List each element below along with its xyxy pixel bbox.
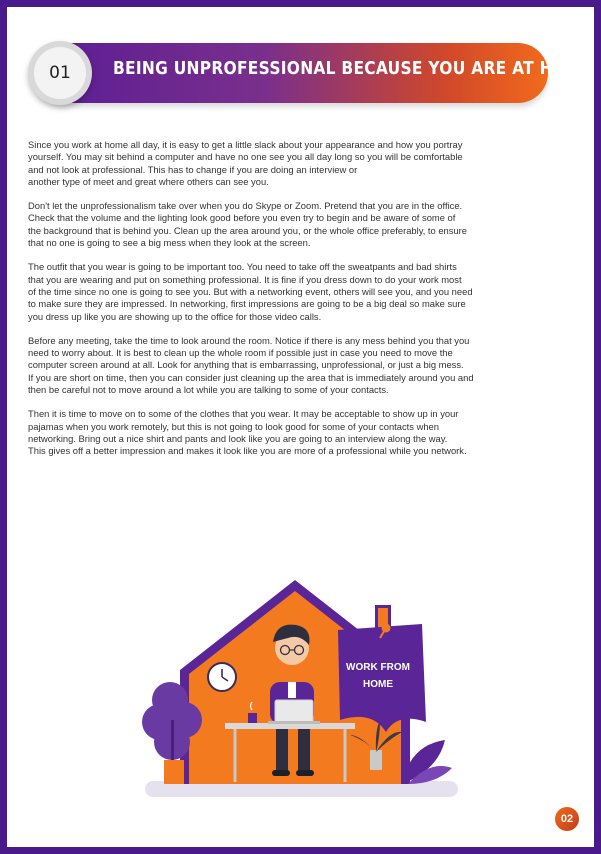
paragraph-5 xyxy=(28,408,573,457)
text-line: the background that is behind you. Clean up the area around you, or the whole office preferably, to ensure xyxy=(28,224,468,236)
text-line: Don't let the unprofessionalism take over when you do Skype or Zoom. Pretend that you are in the office. xyxy=(28,200,463,212)
work-from-home-illustration xyxy=(140,570,470,805)
text-line: Since you work at home all day, it is easy to get a little slack about your appearance and how you portray xyxy=(28,139,463,150)
text-line: Check that the volume and the lighting look good before you even try to begin and be aware of some of xyxy=(28,212,456,224)
text-line: to make sure they are impressed. In networking, first impressions are going to be a big deal so make sure xyxy=(28,298,466,310)
article-body xyxy=(28,139,573,470)
work-from-home-sign xyxy=(338,624,426,733)
text-line: need to worry about. It is best to clean up the whole room if possible just in case you need to move the xyxy=(28,347,453,359)
text-line: The outfit that you wear is going to be important too. You need to take off the sweatpants and bad shirts xyxy=(28,261,457,273)
text-line: then be careful not to move around a lot while you are talking to some of your contacts. xyxy=(28,384,389,396)
text-line: If you are short on time, then you can consider just cleaning up the area that is immediately around you and xyxy=(28,371,474,383)
text-line: computer screen around at all. Look for anything that is embarrassing, unprofessional, or just a big mess. xyxy=(28,359,464,371)
text-line: yourself. You may sit behind a computer and have no one see you all day long so you will be comfortable xyxy=(28,151,463,163)
text-line: you dress up like you are showing up to the office for those video calls. xyxy=(28,310,322,322)
paragraph-1 xyxy=(28,139,573,188)
text-line: Then it is time to move on to some of the clothes that you wear. It may be acceptable to show up in your xyxy=(28,408,459,420)
page-number-badge: 02 xyxy=(555,807,579,831)
paragraph-3 xyxy=(28,261,573,322)
text-line: that no one is going to see a big mess when they look at the screen. xyxy=(28,237,311,249)
paragraph-4 xyxy=(28,335,573,396)
text-line: that you are wearing and put on something professional. It is fine if you dress down to do your work most xyxy=(28,273,462,285)
section-number: 01 xyxy=(34,47,86,99)
clock-icon xyxy=(208,663,236,691)
sign-text-line2: HOME xyxy=(363,679,393,690)
text-line: another type of meet and great where others can see you. xyxy=(28,175,269,187)
text-line: pajamas when you work remotely, but this is not going to look good for some of your contacts when xyxy=(28,420,439,432)
text-line: of the time since no one is going to see you. But with a networking event, others will see you, and you need xyxy=(28,285,473,297)
paragraph-2 xyxy=(28,200,573,249)
text-line: and not look at professional. This has to change if you are doing an interview or xyxy=(28,163,358,175)
text-line: networking. Bring out a nice shirt and pants and look like you are going to an interview along the way. xyxy=(28,432,448,444)
laptop-icon xyxy=(268,700,320,724)
text-line: Before any meeting, take the time to look around the room. Notice if there is any mess behind you that you xyxy=(28,334,470,346)
text-line: This gives off a better impression and makes it look like you are more of a professional while you network. xyxy=(28,445,467,457)
section-title: BEING UNPROFESSIONAL BECAUSE YOU ARE AT HOME xyxy=(113,58,593,79)
sign-text-line1: WORK FROM xyxy=(346,662,410,673)
